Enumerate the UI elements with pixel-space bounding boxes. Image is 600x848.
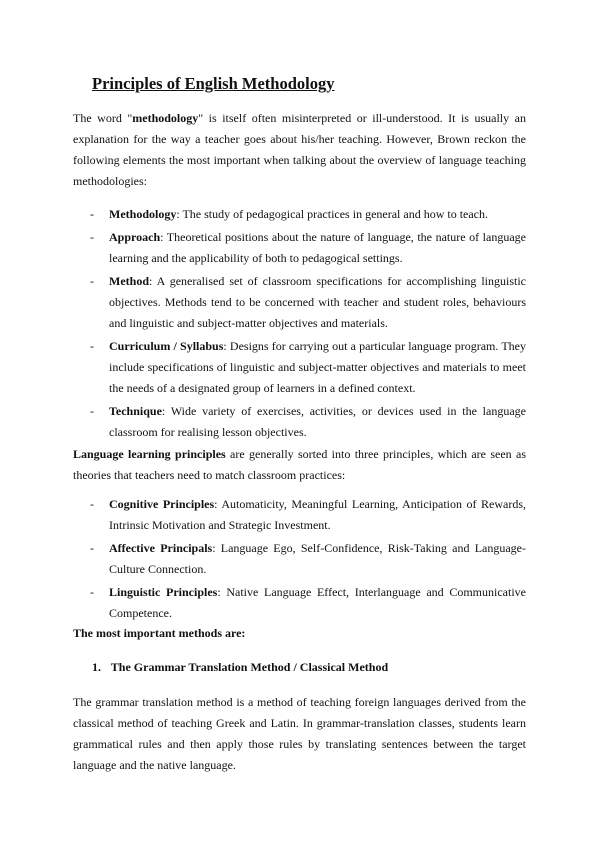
list-item-desc: : Native Language Effect, Interlanguage and Communicative Competence. bbox=[109, 585, 526, 620]
language-principles-bold: Language learning principles bbox=[73, 447, 226, 461]
list-item bbox=[73, 336, 526, 399]
list-item-term: Linguistic Principles bbox=[109, 585, 218, 599]
list-item-desc: : Wide variety of exercises, activities, or devices used in the language classroom for realising lesson objectives. bbox=[109, 404, 526, 439]
method-1-heading bbox=[92, 660, 388, 675]
list-item bbox=[73, 401, 526, 443]
list-item-term: Curriculum / Syllabus bbox=[109, 339, 224, 353]
method-1-paragraph: The grammar translation method is a method of teaching foreign languages derived from the classical method of teaching Greek and Latin. In grammar-translation classes, students learn grammatical rules and then apply those rules by translating sentences between the target language and the native language. bbox=[73, 695, 526, 772]
language-principles-paragraph bbox=[73, 444, 526, 486]
intro-bold-word: methodology bbox=[132, 111, 199, 125]
methods-heading: The most important methods are: bbox=[73, 626, 246, 640]
list-item-desc: : Designs for carrying out a particular language program. They include specifications of linguistic and subject-matter objectives and materials to meet the needs of a designated group of learners in a defined context. bbox=[109, 339, 526, 395]
list-item bbox=[73, 494, 526, 536]
list-item-term: Methodology bbox=[109, 207, 177, 221]
elements-list bbox=[73, 204, 526, 445]
list-item-desc: : A generalised set of classroom specifications for accomplishing linguistic objectives. Methods tend to be concerned with teacher and student roles, behaviours and linguistic and subject-matter objectives and materials. bbox=[109, 274, 526, 330]
list-item bbox=[73, 227, 526, 269]
list-item-term: Approach bbox=[109, 230, 161, 244]
intro-text-after: " is itself often misinterpreted or ill-understood. It is usually an explanation for the way a teacher goes about his/her teaching. However, Brown reckon the following elements the most important when talking about the overview of language teaching methodologies: bbox=[73, 111, 526, 188]
list-item bbox=[73, 538, 526, 580]
page-title: Principles of English Methodology bbox=[92, 74, 335, 93]
list-item-term: Affective Principals bbox=[109, 541, 213, 555]
list-item-term: Technique bbox=[109, 404, 162, 418]
list-item bbox=[73, 204, 526, 225]
list-item bbox=[73, 271, 526, 334]
method-1-title: The Grammar Translation Method / Classical Method bbox=[110, 660, 389, 674]
list-item-desc: : Theoretical positions about the nature of language, the nature of language learning and the applicability of both to pedagogical settings. bbox=[109, 230, 526, 265]
list-item-term: Cognitive Principles bbox=[109, 497, 215, 511]
list-item-term: Method bbox=[109, 274, 149, 288]
list-item-desc: : Language Ego, Self-Confidence, Risk-Taking and Language-Culture Connection. bbox=[109, 541, 526, 576]
intro-paragraph bbox=[73, 108, 526, 192]
list-item-desc: : The study of pedagogical practices in general and how to teach. bbox=[176, 207, 489, 221]
list-item bbox=[73, 582, 526, 624]
language-principles-text: are generally sorted into three principles, which are seen as theories that teachers need to match classroom practices: bbox=[73, 447, 526, 482]
intro-text-before: The word " bbox=[73, 111, 133, 125]
principles-list bbox=[73, 494, 526, 626]
list-item-desc: : Automaticity, Meaningful Learning, Anticipation of Rewards, Intrinsic Motivation and Strategic Investment. bbox=[109, 497, 526, 532]
method-1-number: 1. bbox=[92, 660, 101, 674]
